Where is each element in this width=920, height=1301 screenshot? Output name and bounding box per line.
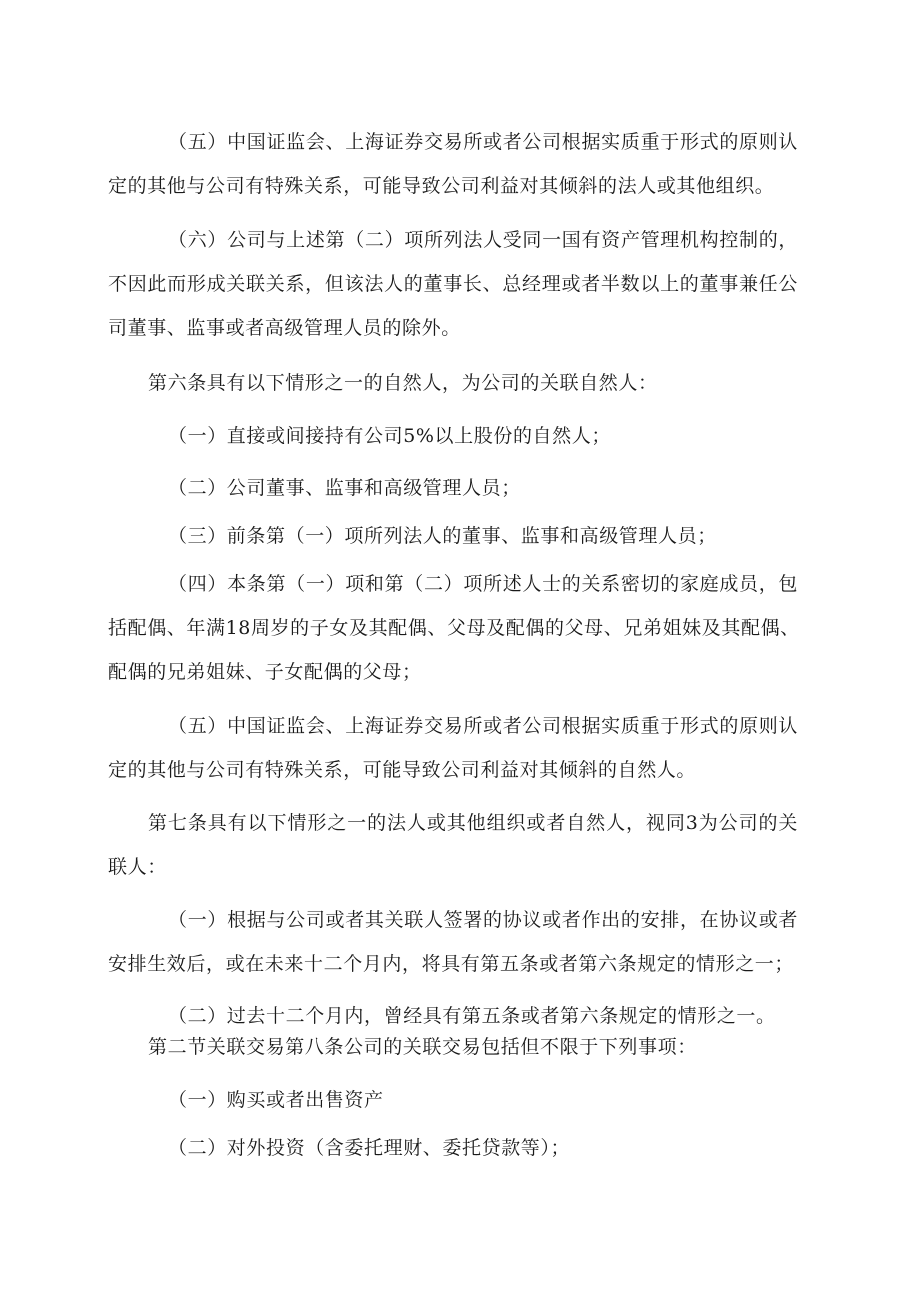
paragraph-item-5-entity <box>108 120 798 208</box>
text-line: （一）根据与公司或者其关联人签署的协议或者作出的安排，在协议或者 <box>168 909 798 931</box>
transaction-item-1 <box>168 1078 384 1122</box>
text-line: （二）公司董事、监事和高级管理人员； <box>168 477 521 499</box>
text-line: （二）过去十二个月内，曾经具有第五条或者第六条规定的情形之一。 <box>168 1005 776 1027</box>
article-7-heading <box>108 801 798 889</box>
text-line: 定的其他与公司有特殊关系，可能导致公司利益对其倾斜的法人或其他组织。 <box>108 175 775 197</box>
paragraph-item-1-person <box>168 414 611 458</box>
text-line: （五）中国证监会、上海证券交易所或者公司根据实质重于形式的原则认 <box>168 131 798 153</box>
text-line: 不因此而形成关联关系，但该法人的董事长、总经理或者半数以上的董事兼任公 <box>108 273 798 295</box>
text-line: 定的其他与公司有特殊关系，可能导致公司利益对其倾斜的自然人。 <box>108 759 697 781</box>
paragraph-item-1-deemed <box>108 898 798 986</box>
text-line: （四）本条第（一）项和第（二）项所述人士的关系密切的家庭成员，包 <box>168 573 798 595</box>
paragraph-item-5-person <box>108 704 798 792</box>
paragraph-item-6-entity <box>108 218 798 350</box>
text-line: 联人： <box>108 856 167 878</box>
text-line: 配偶的兄弟姐妹、子女配偶的父母； <box>108 661 422 683</box>
text-line: 第二节关联交易第八条公司的关联交易包括但不限于下列事项： <box>148 1036 697 1058</box>
text-line: 括配偶、年满18周岁的子女及其配偶、父母及配偶的父母、兄弟姐妹及其配偶、 <box>108 617 800 639</box>
paragraph-item-3-person <box>168 514 717 558</box>
text-line: （一）直接或间接持有公司5%以上股份的自然人； <box>168 425 611 447</box>
text-line: （三）前条第（一）项所列法人的董事、监事和高级管理人员； <box>168 525 717 547</box>
article-6-heading <box>148 361 658 405</box>
paragraph-item-4-person <box>108 562 798 694</box>
paragraph-item-2-person <box>168 466 521 510</box>
section-2-heading <box>148 1025 697 1069</box>
text-line: （五）中国证监会、上海证券交易所或者公司根据实质重于形式的原则认 <box>168 715 798 737</box>
text-line: （六）公司与上述第（二）项所列法人受同一国有资产管理机构控制的， <box>168 229 798 251</box>
text-line: 第七条具有以下情形之一的法人或其他组织或者自然人，视同3为公司的关 <box>148 812 798 834</box>
text-line: 司董事、监事或者高级管理人员的除外。 <box>108 317 461 339</box>
text-line: 安排生效后，或在未来十二个月内，将具有第五条或者第六条规定的情形之一； <box>108 953 795 975</box>
text-line: （一）购买或者出售资产 <box>168 1089 384 1111</box>
text-line: 第六条具有以下情形之一的自然人，为公司的关联自然人： <box>148 372 658 394</box>
text-line: （二）对外投资（含委托理财、委托贷款等）； <box>168 1137 571 1159</box>
transaction-item-2 <box>168 1126 570 1170</box>
